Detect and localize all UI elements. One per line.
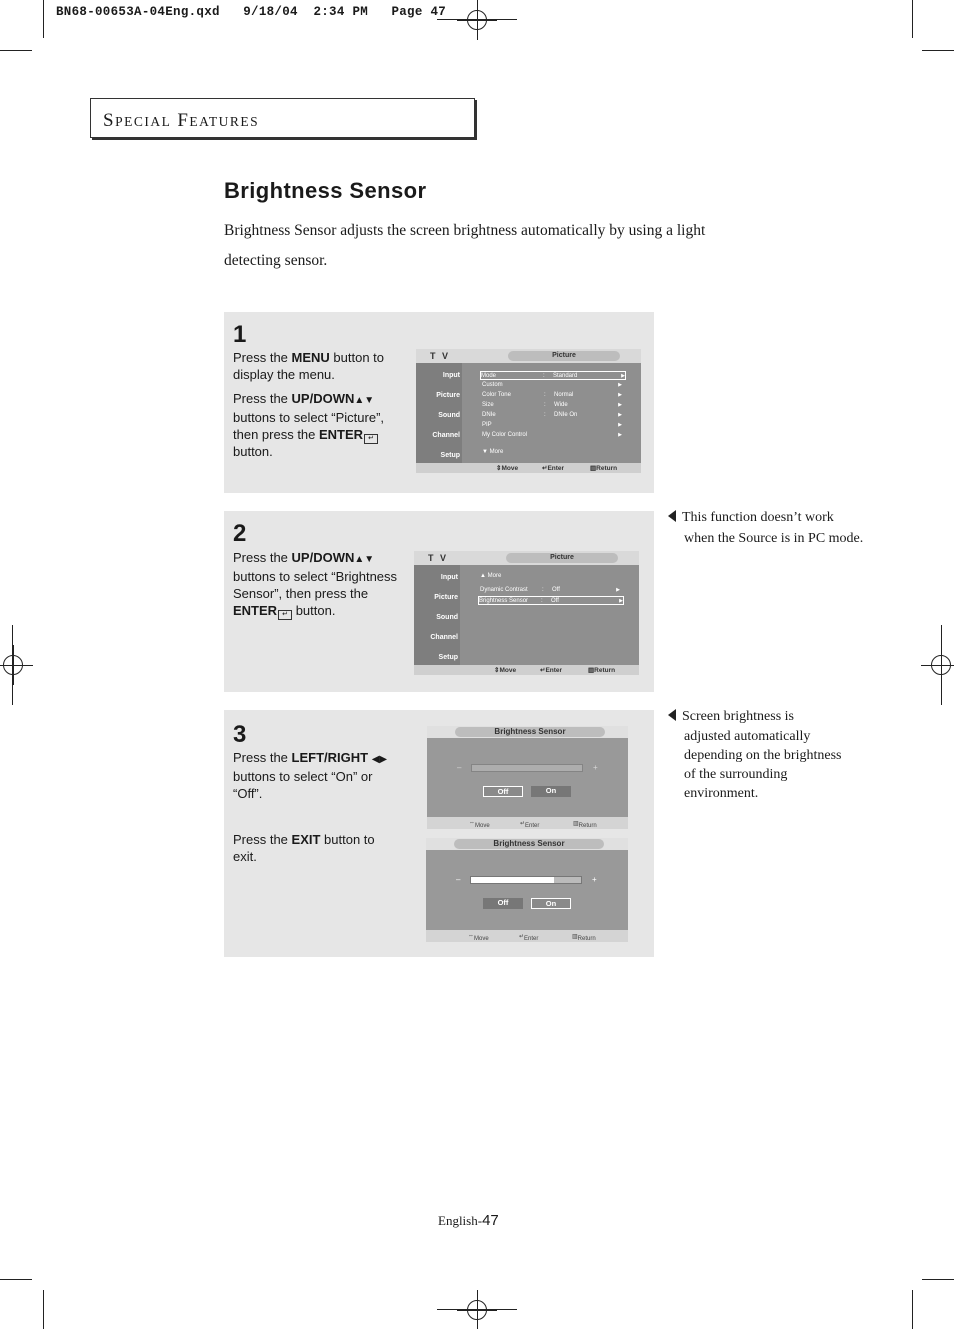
left-right-arrows-icon: ◀▶ — [371, 754, 388, 765]
step-3-text: Press the LEFT/RIGHT ◀▶ buttons to select “On” or “Off”. — [233, 750, 388, 801]
registration-mark — [457, 1290, 497, 1329]
off-option: Off — [483, 898, 523, 909]
off-option: Off — [483, 786, 523, 797]
menu-row: Mode : Standard ▶ — [481, 373, 625, 379]
crop-mark — [0, 50, 32, 51]
menu-tab: Picture — [508, 351, 620, 361]
step-2-number: 2 — [233, 520, 247, 547]
menu-sidebar: Input Picture Sound Channel Setup — [414, 565, 460, 665]
up-down-arrows-icon: ▲▼ — [354, 395, 375, 406]
crop-mark — [922, 50, 954, 51]
note-pc-mode: This function doesn’t work when the Source is in PC mode. — [668, 508, 863, 548]
step-1-text: Press the MENU button to display the menu. Press the UP/DOWN▲▼ buttons to select “Picture”, then press the ENTER ↵ button. — [233, 350, 385, 459]
crop-mark — [43, 0, 44, 38]
menu-footer: ⇕ Move ↵ Enter ▥ Return — [416, 463, 641, 473]
crop-mark — [912, 0, 913, 38]
registration-mark — [0, 645, 33, 685]
menu-row: Brightness Sensor : Off ▶ — [479, 598, 623, 604]
on-option: On — [531, 786, 571, 797]
up-down-arrows-icon: ▲▼ — [354, 554, 375, 565]
brightness-sensor-screenshot-before: Brightness Sensor – + Off On ⇔ Move ↵ Enter ▥ Return — [427, 726, 628, 829]
menu-row: Dynamic Contrast : Off ▶ — [480, 587, 620, 593]
menu-row: Custom ▶ — [482, 382, 622, 388]
crop-mark — [43, 1290, 44, 1329]
tv-menu-screenshot-1: T V Picture Input Picture Sound Channel Setup Mode : Standard ▶ Custom ▶ Color Tone : Normal ▶ Size : Wide ▶ DNIe : DNIe On ▶ PIP ▶ My Color Control ▶ ▼ More ⇕ Move ↵ Enter ▥ Return — [416, 349, 641, 473]
menu-more: ▼ More — [482, 449, 504, 455]
menu-tab: Picture — [506, 553, 618, 563]
menu-sidebar: Input Picture Sound Channel Setup — [416, 363, 462, 463]
menu-row: PIP ▶ — [482, 422, 622, 428]
page-title: Brightness Sensor — [224, 178, 427, 203]
menu-footer: ⇔ Move ↵ Enter ▥ Return — [426, 930, 628, 942]
brightness-bar — [470, 876, 582, 884]
note-arrow-icon — [668, 510, 676, 522]
crop-mark — [0, 1279, 32, 1280]
crop-mark — [912, 1290, 913, 1329]
print-slug: BN68-00653A-04Eng.qxd 9/18/04 2:34 PM Page 47 — [56, 5, 447, 19]
step-1-number: 1 — [233, 321, 247, 348]
tv-menu-screenshot-2: T V Picture Input Picture Sound Channel Setup ▲ More Dynamic Contrast : Off ▶ Brightness Sensor : Off ▶ ⇕ Move ↵ Enter ▥ Return — [414, 551, 639, 675]
enter-icon: ↵ — [278, 610, 292, 620]
brightness-bar — [471, 764, 583, 772]
brightness-sensor-screenshot-after: Brightness Sensor – + Off On ⇔ Move ↵ Enter ▥ Return — [426, 838, 628, 942]
menu-row: Color Tone : Normal ▶ — [482, 392, 622, 398]
registration-mark — [921, 645, 954, 685]
section-title: SPECIAL FEATURES — [103, 110, 260, 131]
intro-paragraph: Brightness Sensor adjusts the screen brightness automatically by using a light detecting sensor. — [224, 222, 706, 269]
step-3-exit-text: Press the EXIT button to exit. — [233, 832, 375, 864]
menu-footer: ⇕ Move ↵ Enter ▥ Return — [414, 665, 639, 675]
brightness-bar-fill — [471, 877, 554, 883]
on-option: On — [531, 898, 571, 909]
registration-mark — [457, 0, 497, 40]
page-footer: English-47 — [438, 1212, 499, 1229]
menu-row: Size : Wide ▶ — [482, 402, 622, 408]
step-3-number: 3 — [233, 721, 247, 748]
note-arrow-icon — [668, 709, 676, 721]
menu-row: DNIe : DNIe On ▶ — [482, 412, 622, 418]
note-brightness: Screen brightness is adjusted automatically depending on the brightness of the surrounding environment. — [668, 707, 841, 803]
menu-footer: ⇔ Move ↵ Enter ▥ Return — [427, 817, 628, 829]
menu-row: My Color Control ▶ — [482, 432, 622, 438]
menu-more: ▲ More — [480, 573, 502, 579]
crop-mark — [922, 1279, 954, 1280]
step-2-text: Press the UP/DOWN▲▼ buttons to select “Brightness Sensor”, then press the ENTER ↵ button. — [233, 550, 398, 618]
enter-icon: ↵ — [364, 434, 378, 444]
